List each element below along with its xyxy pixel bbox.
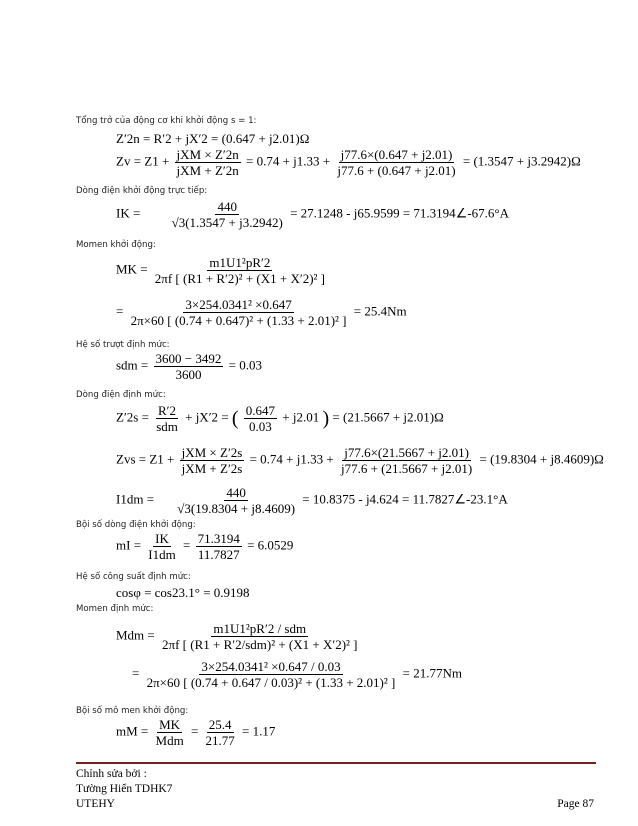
equation-mdm-numeric: = $\frac{\text{3×254.0341² ×0.647 / 0.03}}{\text{2π×60 [ (0.74 + 0.647 / 0.03)² + (1.33 + 2.01)² ]}}$ = 21.77Nm xyxy=(132,659,462,690)
equation-zvs: Zvs = Z1 + $\frac{\text{jXM × Z′2s}}{\text{jXM + Z′2s}}$ = 0.74 + j1.33 + $\frac{j77.6\times(21.5667 + j2.01)}{j77.6 + (21.5667 + j2.01)}$ = (19.8304 + j8.4609)Ω xyxy=(116,445,604,476)
section-label-power-factor: Hệ số công suất định mức: xyxy=(76,572,191,582)
footer-divider xyxy=(76,762,596,764)
section-label-rated-current: Dòng điện định mức: xyxy=(76,390,166,400)
equation-mm: mM = $\frac{MK}{\text{Mdm}}$ = $\frac{25.4}{21.77}$ = 1.17 xyxy=(116,717,276,748)
equation-zv: Zv = Z1 + $\frac{\text{jXM × Z′2n}}{\text{jXM + Z′2n}}$ = 0.74 + j1.33 + $\frac{j77.6\times(0.647 + j2.01)}{j77.6 + (0.647 + j2.01)}$ = (1.3547 + j3.2942)Ω xyxy=(116,147,581,178)
page-number: Page 87 xyxy=(557,798,594,810)
section-label-start-torque: Momen khởi động: xyxy=(76,240,156,250)
section-label-rated-slip: Hệ số trượt định mức: xyxy=(76,340,170,350)
section-label-start-current: Dòng điện khởi động trực tiếp: xyxy=(76,186,208,196)
section-label-rated-torque: Momen định mức: xyxy=(76,604,154,614)
equation-mk-numeric: = $\frac{\text{3×254.0341² ×0.647}}{\text{2π×60 [ (0.74 + 0.647)² + (1.33 + 2.01)² ]}}$ = 25.4Nm xyxy=(116,297,407,328)
footer-school: UTEHY xyxy=(76,798,115,810)
equation-mk: MK = $\frac{\text{m1U1²pR′2}}{\text{2πf [ (R1 + R′2)² + (X1 + X′2)² ]}}$ xyxy=(116,255,325,286)
footer-edited-by: Chỉnh sửa bởi : xyxy=(76,768,147,780)
equation-z2s: Z′2s = $\frac{R'2}{\text{sdm}}$ + jX′2 = ( $\frac{0.647}{0.03}$ + j2.01 ) = (21.5667 + j2.01)Ω xyxy=(116,403,444,434)
section-label-torque-ratio: Bội số mô men khởi động: xyxy=(76,706,189,716)
equation-sdm: sdm = $\frac{3600 - 3492}{3600}$ = 0.03 xyxy=(116,351,262,382)
equation-ik: IK = $\frac{440}{√3(1.3547 + j3.2942)}$ = 27.1248 - j65.9599 = 71.3194∠-67.6°A xyxy=(116,199,509,230)
section-label-total-impedance: Tổng trở của động cơ khi khởi động s = 1: xyxy=(76,116,257,126)
equation-mdm: Mdm = $\frac{\text{m1U1²pR′2 / sdm}}{\text{2πf [ (R1 + R′2/sdm)² + (X1 + X′2)² ]}}$ xyxy=(116,621,358,652)
equation-z2n: Z′2n = R′2 + jX′2 = (0.647 + j2.01)Ω xyxy=(116,131,310,146)
footer-author: Tường Hiển TDHK7 xyxy=(76,783,173,795)
equation-cos: cosφ = cos23.1° = 0.9198 xyxy=(116,585,250,600)
equation-i1dm: I1dm = $\frac{440}{√3(19.8304 + j8.4609)}$ = 10.8375 - j4.624 = 11.7827∠-23.1°A xyxy=(116,485,508,516)
section-label-current-ratio: Bội số dòng điện khởi động: xyxy=(76,520,196,530)
equation-mi: mI = $\frac{IK}{I1dm}$ = $\frac{71.3194}{11.7827}$ = 6.0529 xyxy=(116,531,294,562)
